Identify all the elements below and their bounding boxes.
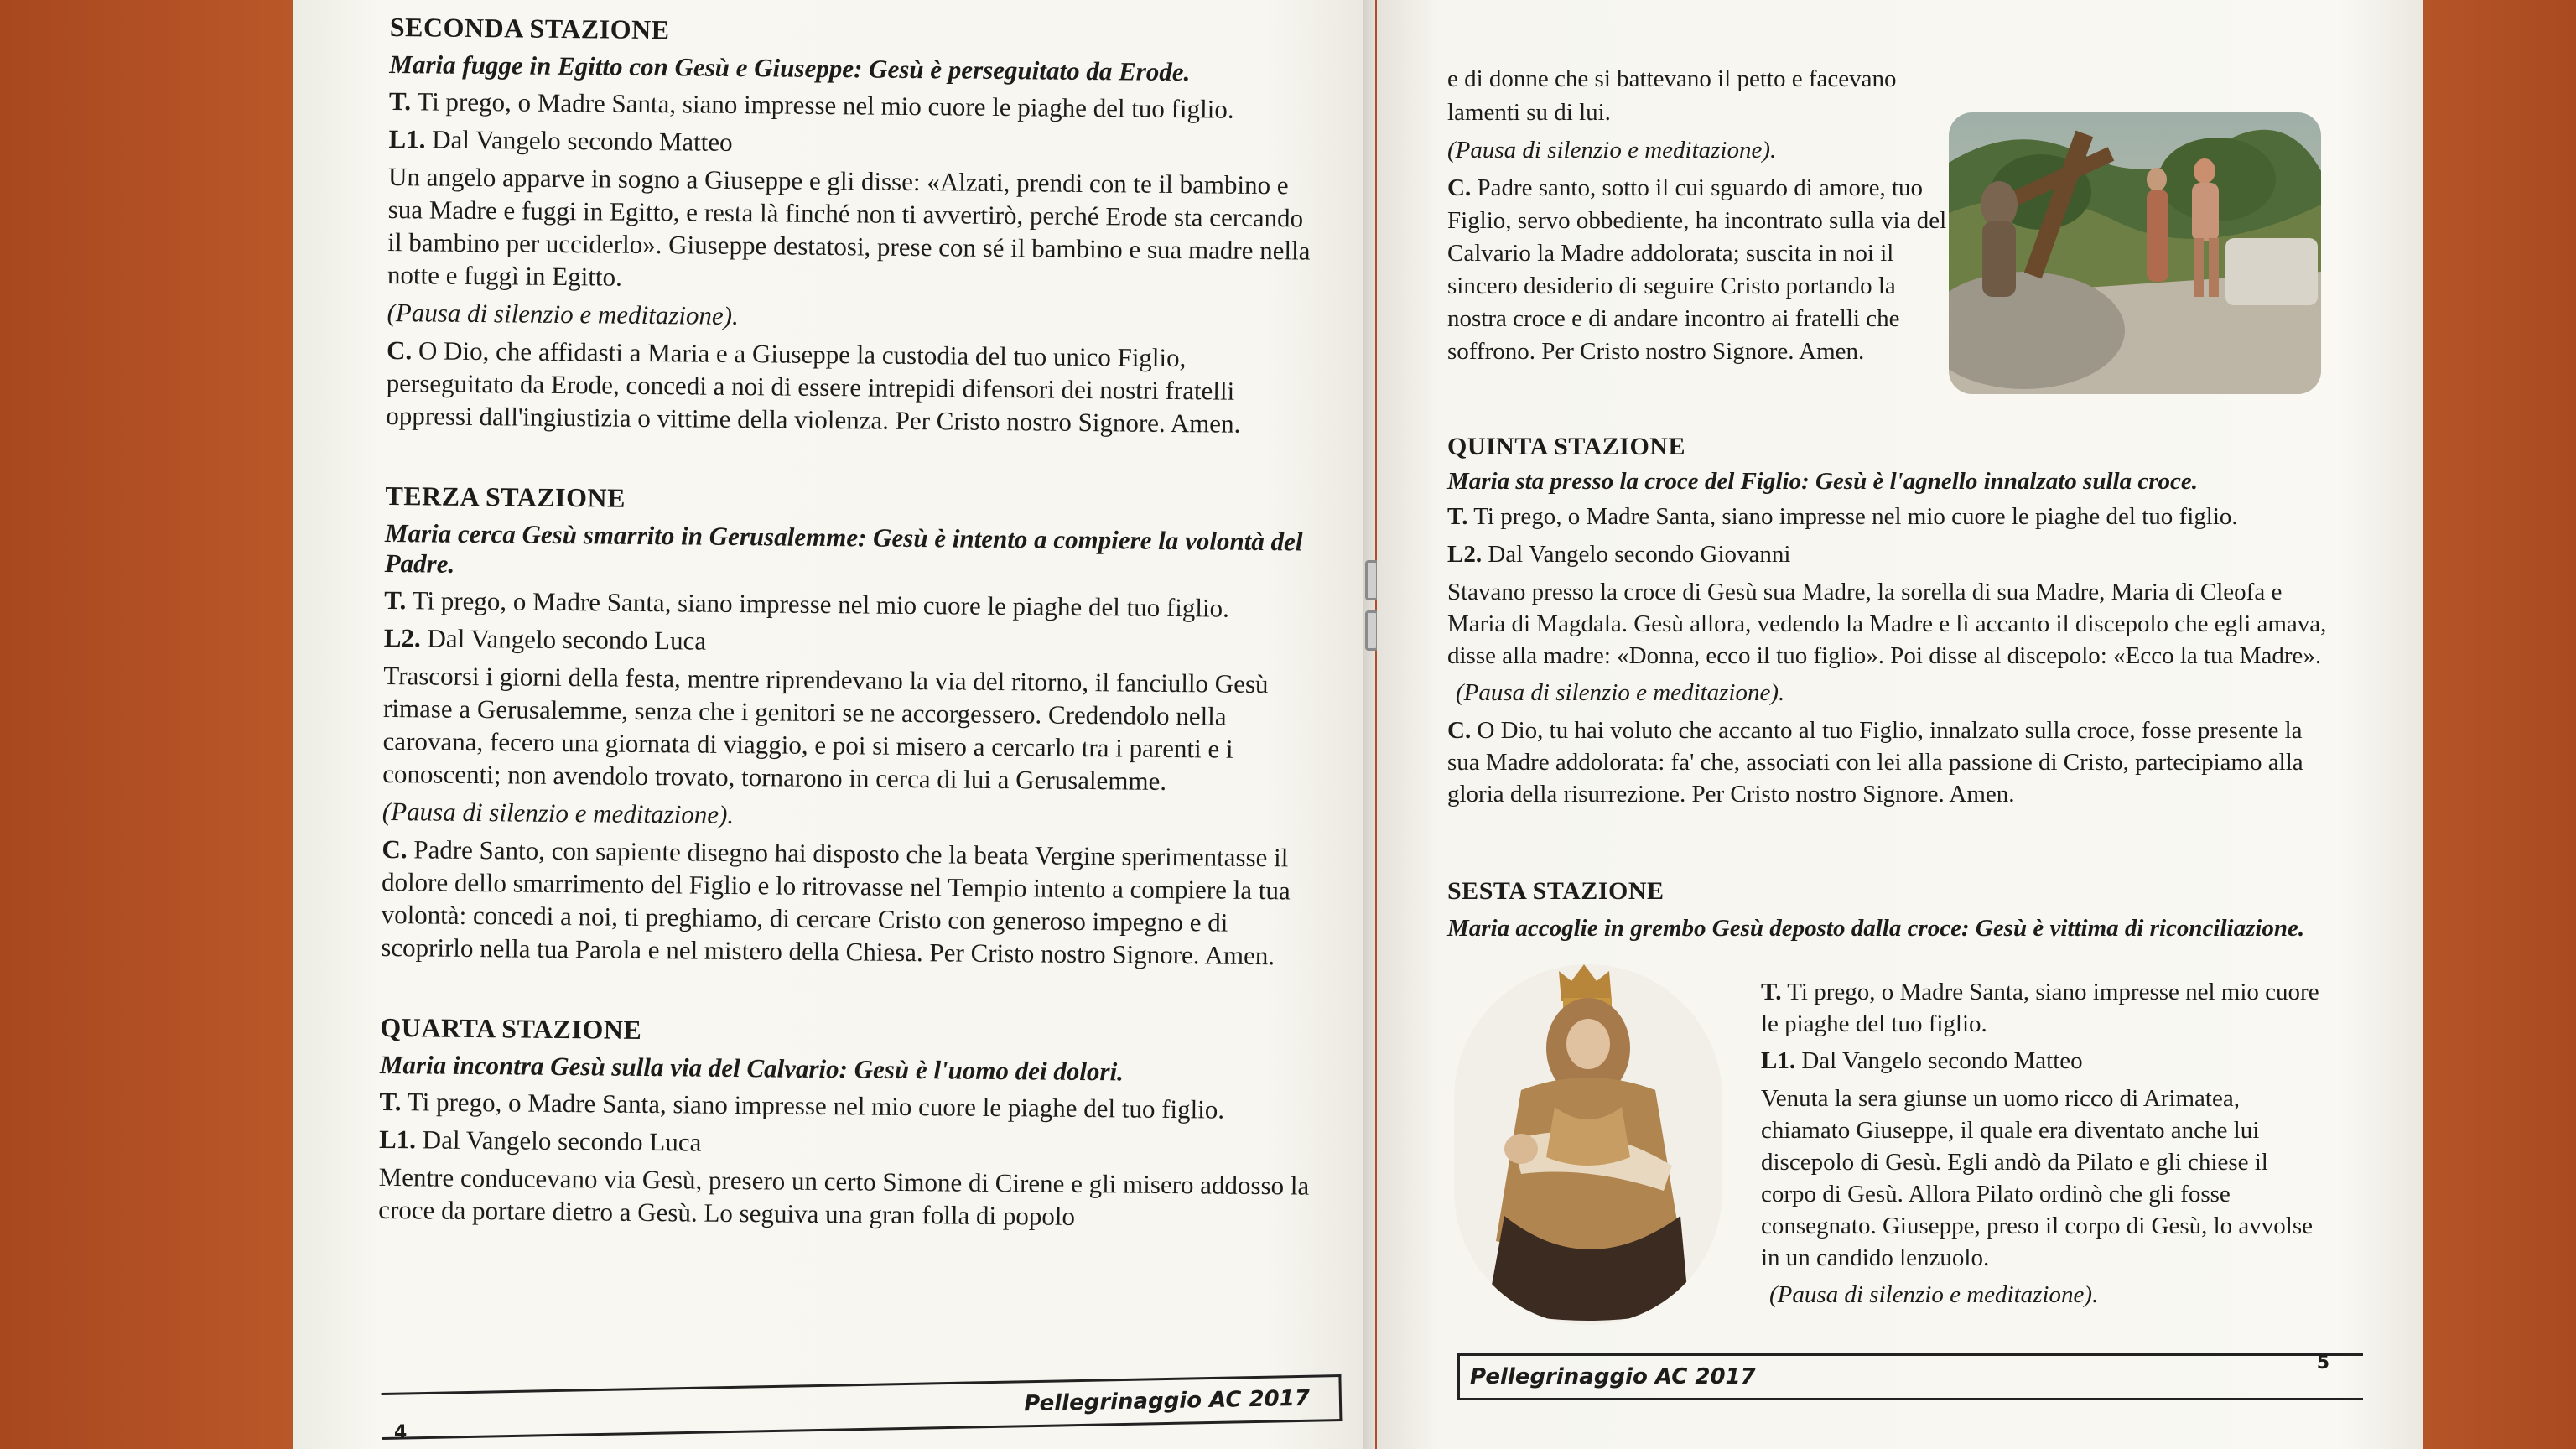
prayer-text: O Dio, che affidasti a Maria e a Giuseppe la custodia del tuo unico Figlio, perseguitato da Erode, concedi a noi di essere intrepidi difensori dei nostri fratelli oppressi dall'ingiustizia o vittime della violenza. Per Cristo nostro Signore. Amen. — [386, 335, 1241, 439]
pieta-illustration — [1454, 964, 1722, 1325]
prayer — [1447, 714, 2336, 810]
section-subtitle: Maria cerca Gesù smarrito in Gerusalemme: Gesù è intento a compiere la volontà del Padre. — [384, 517, 1303, 579]
section-heading: SECONDA STAZIONE — [389, 12, 670, 45]
reader-label: L1. — [388, 123, 426, 154]
reading: Stavano presso la croce di Gesù sua Madre, la sorella di sua Madre, Maria di Cleofa e Maria di Magdala. Gesù allora, vedendo la Madre e lì accanto il discepolo che egli amava, disse alla madre: «Donna, ecco il tuo figlio». Poi disse al discepolo: «Ecco la tua Madre». — [1447, 579, 2327, 669]
invocation — [379, 1085, 1310, 1127]
section-heading: SESTA STAZIONE — [1447, 877, 1665, 905]
section-subtitle: Maria fugge in Egitto con Gesù e Giuseppe: Gesù è perseguitato da Erode. — [389, 49, 1191, 87]
left-page — [293, 0, 1375, 1449]
invocation — [389, 85, 1320, 127]
footer-text: Pellegrinaggio AC 2017 — [1470, 1364, 1756, 1389]
prayer-text: O Dio, tu hai voluto che accanto al tuo Figlio, innalzato sulla croce, fosse presente la sua Madre addolorata: fa' che, associati con lei alla passione di Cristo, partecipiamo alla gloria della risurrezione. Per Cristo nostro Signore. Amen. — [1447, 717, 2303, 808]
gospel-ref — [384, 621, 1315, 663]
reading: Un angelo apparve in sogno a Giuseppe e gli disse: «Alzati, prendi con te il bambino e sua Madre e fuggi in Egitto, e resta là finché non ti avvertirò, perché Erode sta cercando il bambino per ucciderlo». Giuseppe destatosi, prese con sé il bambino e sua madre nella notte e fuggì in Egitto. — [387, 161, 1311, 292]
terza-stazione — [381, 480, 1316, 973]
seconda-stazione — [386, 12, 1321, 441]
prayer-text: Padre santo, sotto il cui sguardo di amore, tuo Figlio, servo obbediente, ha incontrato sulla via del Calvario la Madre addolorata; suscita in noi il sincero desiderio di seguire Cristo portando la nostra croce e di andare incontro ai fratelli che soffrono. Per Cristo nostro Signore. Amen. — [1447, 174, 1947, 365]
section-subtitle: Maria sta presso la croce del Figlio: Gesù è l'agnello innalzato sulla croce. — [1447, 468, 2198, 495]
gospel-ref-text: Dal Vangelo secondo Giovanni — [1488, 541, 1791, 568]
quarta-stazione — [378, 1012, 1311, 1235]
reader-label: L2. — [1447, 541, 1483, 568]
invocation-label: T. — [384, 584, 407, 615]
pieta-statue-image — [1454, 964, 1722, 1325]
footer-text: Pellegrinaggio AC 2017 — [1023, 1385, 1311, 1417]
reader-label: L1. — [378, 1124, 417, 1155]
prayer-label: C. — [1447, 174, 1472, 201]
page-number: 5 — [2316, 1353, 2329, 1374]
prayer-label: C. — [382, 834, 408, 865]
section-subtitle: Maria accoglie in grembo Gesù deposto dalla croce: Gesù è vittima di riconciliazione. — [1447, 915, 2305, 942]
invocation — [384, 584, 1315, 626]
sesta-stazione-header — [1447, 877, 2336, 949]
invocation-text: Ti prego, o Madre Santa, siano impresse nel mio cuore le piaghe del tuo figlio. — [412, 585, 1230, 623]
invocation-label: T. — [388, 86, 412, 117]
pause-note: (Pausa di silenzio e meditazione). — [1456, 679, 1785, 706]
invocation — [1761, 976, 2327, 1040]
section-heading: QUARTA STAZIONE — [380, 1011, 642, 1045]
prayer — [381, 833, 1312, 973]
gospel-ref-text: Dal Vangelo secondo Luca — [427, 623, 707, 656]
prayer — [1447, 172, 1950, 368]
reader-label: L2. — [383, 622, 421, 653]
pause-note: (Pausa di silenzio e meditazione). — [387, 297, 740, 331]
invocation-text: Ti prego, o Madre Santa, siano impresse nel mio cuore le piaghe del tuo figlio. — [407, 1087, 1225, 1124]
sesta-stazione-body — [1761, 976, 2327, 1317]
reading: Mentre conducevano via Gesù, presero un certo Simone di Cirene e gli misero addosso la croce da portare dietro a Gesù. Lo seguiva una gran folla di popolo — [378, 1161, 1310, 1231]
invocation-text: Ti prego, o Madre Santa, siano impresse nel mio cuore le piaghe del tuo figlio. — [417, 86, 1234, 124]
gospel-ref — [1447, 538, 2336, 571]
invocation-text: Ti prego, o Madre Santa, siano impresse nel mio cuore le piaghe del tuo figlio. — [1473, 503, 2238, 530]
gospel-ref-text: Dal Vangelo secondo Luca — [422, 1124, 702, 1157]
reading: Trascorsi i giorni della festa, mentre riprendevano la via del ritorno, il fanciullo Gesù rimase a Gerusalemme, senza che i genitori se ne accorgessero. Credendolo nella carovana, fecero una giornata di viaggio, e poi si misero a cercarlo tra i parenti e i conoscenti; non avendolo trovato, tornarono in cerca di lui a Gerusalemme. — [382, 660, 1269, 796]
gospel-ref — [379, 1123, 1310, 1165]
page-footer — [1457, 1353, 2363, 1400]
invocation-label: T. — [1447, 503, 1468, 530]
prayer — [386, 334, 1317, 441]
section-heading: QUINTA STAZIONE — [1447, 433, 1685, 460]
prayer-label: C. — [386, 335, 413, 366]
invocation — [1447, 501, 2336, 533]
pause-note: (Pausa di silenzio e meditazione). — [1447, 137, 1777, 164]
gospel-ref-text: Dal Vangelo secondo Matteo — [1801, 1047, 2083, 1074]
invocation-label: T. — [1761, 979, 1782, 1005]
gospel-ref — [388, 122, 1319, 164]
page-number: 4 — [394, 1422, 408, 1443]
pause-note: (Pausa di silenzio e meditazione). — [1769, 1281, 2099, 1308]
invocation-text: Ti prego, o Madre Santa, siano impresse nel mio cuore le piaghe del tuo figlio. — [1761, 979, 2319, 1037]
reading-continuation: e di donne che si battevano il petto e facevano lamenti su di lui. — [1447, 65, 1897, 126]
quinta-stazione — [1447, 433, 2336, 815]
prayer-text: Padre Santo, con sapiente disegno hai disposto che la beata Vergine sperimentasse il dolore dello smarrimento del Figlio e lo ritrovasse nel Tempio intento a compiere la tua volontà: concedi a noi, ti preghiamo, di cercare Cristo con generoso impegno e di scoprirlo nella tua Parola e nel mistero della Chiesa. Per Cristo nostro Signore. Amen. — [381, 834, 1291, 971]
pause-note: (Pausa di silenzio e meditazione). — [382, 796, 735, 829]
section-subtitle: Maria incontra Gesù sulla via del Calvario: Gesù è l'uomo dei dolori. — [379, 1049, 1124, 1087]
quarta-continuation — [1447, 62, 1950, 373]
invocation-label: T. — [379, 1086, 402, 1117]
left-column — [378, 12, 1321, 1282]
page-footer — [382, 1374, 1343, 1440]
via-crucis-image — [1949, 112, 2321, 394]
gospel-ref-text: Dal Vangelo secondo Matteo — [432, 124, 733, 157]
gospel-ref — [1761, 1045, 2327, 1078]
section-heading: TERZA STAZIONE — [385, 480, 626, 513]
prayer-label: C. — [1447, 717, 1472, 744]
via-crucis-photo — [1949, 112, 2321, 394]
right-page — [1377, 0, 2423, 1449]
reader-label: L1. — [1761, 1047, 1796, 1074]
reading: Venuta la sera giunse un uomo ricco di Arimatea, chiamato Giuseppe, il quale era diventato anche lui discepolo di Gesù. Egli andò da Pilato e gli chiese il corpo di Gesù. Allora Pilato ordinò che gli fosse consegnato. Giuseppe, preso il corpo di Gesù, lo avvolse in un candido lenzuolo. — [1761, 1085, 2313, 1271]
